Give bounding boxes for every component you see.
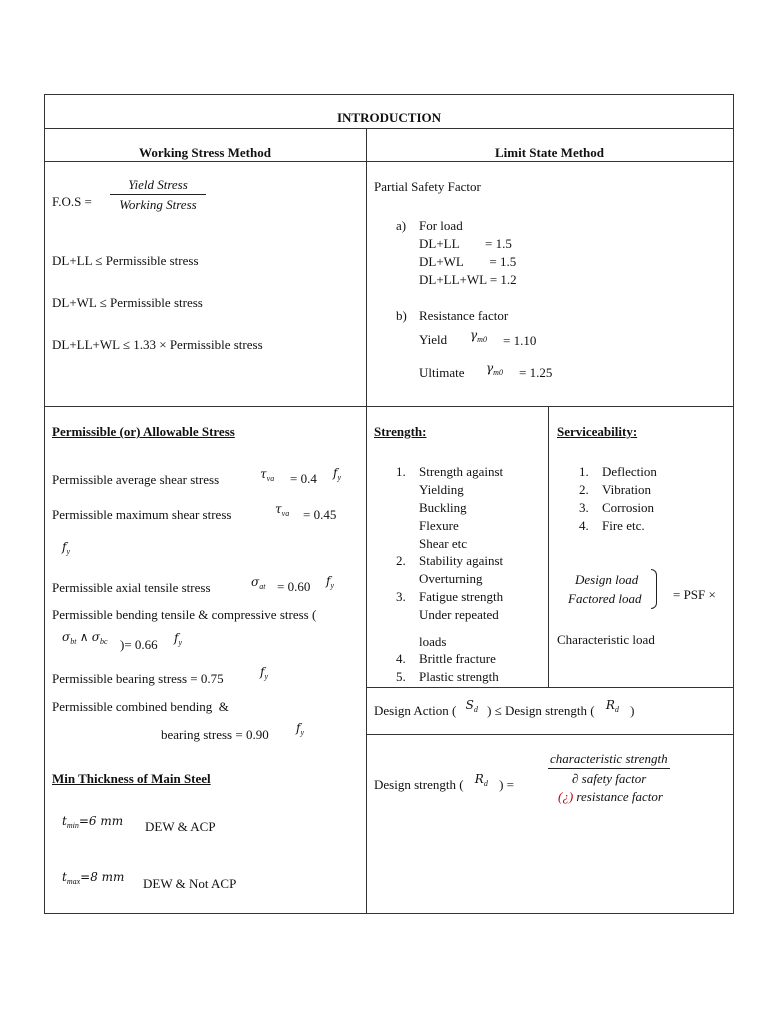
r-symbol: R — [474, 772, 484, 786]
design-strength-row: Design strength ( $R_d$ ) = — [374, 772, 515, 792]
wsm-equation-3: DL+LL+WL ≤ 1.33 × Permissible stress — [52, 337, 263, 352]
axial-value: = 0.60 — [277, 579, 311, 594]
strength-number-1: 1. — [396, 464, 406, 479]
gamma-subscript: m0 — [493, 368, 503, 377]
row-divider-action — [366, 734, 734, 735]
t-max-description: DEW & Not ACP — [143, 876, 237, 891]
thickness-title: Min Thickness of Main Steel — [52, 771, 211, 786]
strength-number-2: 2. — [396, 553, 406, 568]
psf-equals: = PSF × — [673, 587, 716, 602]
wsm-equation-1: DL+LL ≤ Permissible stress — [52, 253, 199, 268]
strength-number-3: 3. — [396, 589, 406, 604]
fos-label: F.O.S = — [52, 194, 92, 209]
sigma-at-symbol: $\sigma_{at}$ — [251, 575, 266, 591]
sigma-bt-bc-symbol: $\sigma_{bt}$ ∧ $\sigma_{bc}$ — [62, 630, 108, 646]
fy-symbol: $f_y$ — [62, 540, 71, 556]
yield-symbol — [470, 328, 487, 344]
strength-item-1-line-3: Buckling — [419, 500, 467, 515]
table-border-bottom — [44, 913, 734, 914]
fy-symbol: $f_y$ — [260, 665, 269, 681]
t-min-symbol: $t_{min}=6$ mm — [62, 814, 124, 830]
design-action-post: ) — [630, 703, 635, 718]
ultimate-value: = 1.25 — [519, 365, 553, 380]
serviceability-title: Serviceability: — [557, 424, 638, 439]
service-number-1: 1. — [579, 464, 589, 479]
col-divider-main — [366, 128, 367, 914]
red-marker: (¿) — [558, 789, 574, 804]
strength-number-4: 4. — [396, 651, 406, 666]
table-border-left — [44, 94, 45, 914]
bending-value: )= 0.66 — [120, 637, 158, 652]
allowable-title: Permissible (or) Allowable Stress — [52, 424, 235, 439]
gamma-symbol: γ — [470, 328, 478, 342]
combined-label-2: bearing stress = 0.90 — [161, 727, 269, 742]
t-max-symbol: $t_{max}=8$ mm — [62, 870, 125, 886]
bending-label: Permissible bending tensile & compressive stress ( — [52, 607, 317, 622]
service-number-3: 3. — [579, 500, 589, 515]
service-item-3: Corrosion — [602, 500, 654, 515]
factored-load-denominator: Factored load — [568, 591, 642, 606]
t-min-description: DEW & ACP — [145, 819, 216, 834]
design-action-row: Design Action ( $S_d$ ) ≤ Design strength ( $R_d$ ) — [374, 698, 635, 718]
max-shear-label: Permissible maximum shear stress — [52, 507, 232, 522]
r-symbol: R — [605, 698, 615, 712]
table-border-top — [44, 94, 734, 95]
s-symbol: S — [465, 698, 474, 712]
strength-item-1-line-4: Flexure — [419, 518, 459, 533]
design-strength-pre: Design strength ( — [374, 777, 464, 792]
fos-denominator: Working Stress — [119, 197, 197, 212]
design-strength-post: ) = — [499, 777, 515, 792]
design-action-pre: Design Action ( — [374, 703, 457, 718]
strength-item-2-line-1: Stability against — [419, 553, 504, 568]
characteristic-strength-numerator: characteristic strength — [548, 752, 670, 769]
strength-item-3-line-1: Fatigue strength — [419, 589, 504, 604]
resistance-label: Resistance factor — [419, 308, 509, 323]
lsm-header: Limit State Method — [494, 145, 605, 160]
load-combination-3: DL+LL+WL = 1.2 — [419, 272, 517, 287]
service-number-2: 2. — [579, 482, 589, 497]
strength-item-1-line-1: Strength against — [419, 464, 504, 479]
strength-item-2-line-2: Overturning — [419, 571, 483, 586]
service-item-2: Vibration — [602, 482, 652, 497]
strength-title: Strength: — [374, 424, 427, 439]
load-combination-1: DL+LL = 1.5 — [419, 236, 512, 251]
gamma-symbol: γ — [486, 361, 494, 375]
service-number-4: 4. — [579, 518, 589, 533]
characteristic-load: Characteristic load — [557, 632, 655, 647]
tau-va-symbol: $\tau_{va}$ — [275, 502, 290, 518]
design-action-mid: ) ≤ Design strength ( — [487, 703, 595, 718]
row-divider-main — [44, 406, 734, 407]
fos-numerator: Yield Stress — [110, 178, 206, 195]
tau-va-symbol: $\tau_{va}$ — [260, 467, 275, 483]
avg-shear-value: = 0.4 — [290, 471, 317, 486]
bearing-label: Permissible bearing stress = 0.75 — [52, 671, 224, 686]
load-combination-2: DL+WL = 1.5 — [419, 254, 517, 269]
service-item-4: Fire etc. — [602, 518, 645, 533]
strength-number-5: 5. — [396, 669, 406, 684]
list-marker-a: a) — [396, 218, 407, 233]
strength-item-3-line-3: loads — [419, 634, 447, 649]
strength-item-4-line-1: Brittle fracture — [419, 651, 496, 666]
ultimate-label: Ultimate — [419, 365, 465, 380]
list-marker-b: b) — [396, 308, 407, 323]
strength-item-3-line-2: Under repeated — [419, 607, 499, 622]
wsm-header: Working Stress Method — [139, 145, 271, 160]
yield-value: = 1.10 — [503, 333, 537, 348]
fos-fraction — [110, 178, 206, 211]
row-divider-header — [44, 161, 734, 162]
strength-item-5-line-1: Plastic strength — [419, 669, 499, 684]
psf-title: Partial Safety Factor — [374, 179, 481, 194]
combined-label-1: Permissible combined bending & — [52, 699, 229, 714]
strength-item-1-line-5: Shear etc — [419, 536, 468, 551]
max-shear-value: = 0.45 — [303, 507, 337, 522]
safety-factor-denominator: ∂ safety factor — [572, 771, 647, 786]
gamma-subscript: m0 — [477, 335, 487, 344]
yield-label: Yield — [419, 332, 448, 347]
resistance-factor-denominator: (¿) resistance factor — [558, 789, 663, 804]
bracket-symbol — [651, 569, 657, 609]
strength-item-1-line-2: Yielding — [419, 482, 464, 497]
avg-shear-label: Permissible average shear stress — [52, 472, 220, 487]
table-border-right — [733, 94, 734, 914]
axial-label: Permissible axial tensile stress — [52, 580, 211, 595]
fy-symbol: $f_y$ — [174, 631, 183, 647]
fy-symbol: $f_y$ — [333, 466, 342, 482]
col-divider-strength — [548, 406, 549, 687]
wsm-equation-2: DL+WL ≤ Permissible stress — [52, 295, 203, 310]
row-divider-strength — [366, 687, 734, 688]
for-load-label: For load — [419, 218, 463, 233]
service-item-1: Deflection — [602, 464, 657, 479]
design-load-numerator: Design load — [575, 572, 639, 587]
ultimate-symbol — [486, 361, 503, 377]
fy-symbol: $f_y$ — [296, 721, 305, 737]
fy-symbol: $f_y$ — [326, 574, 335, 590]
page-title: INTRODUCTION — [336, 110, 441, 125]
row-divider-title — [44, 128, 734, 129]
